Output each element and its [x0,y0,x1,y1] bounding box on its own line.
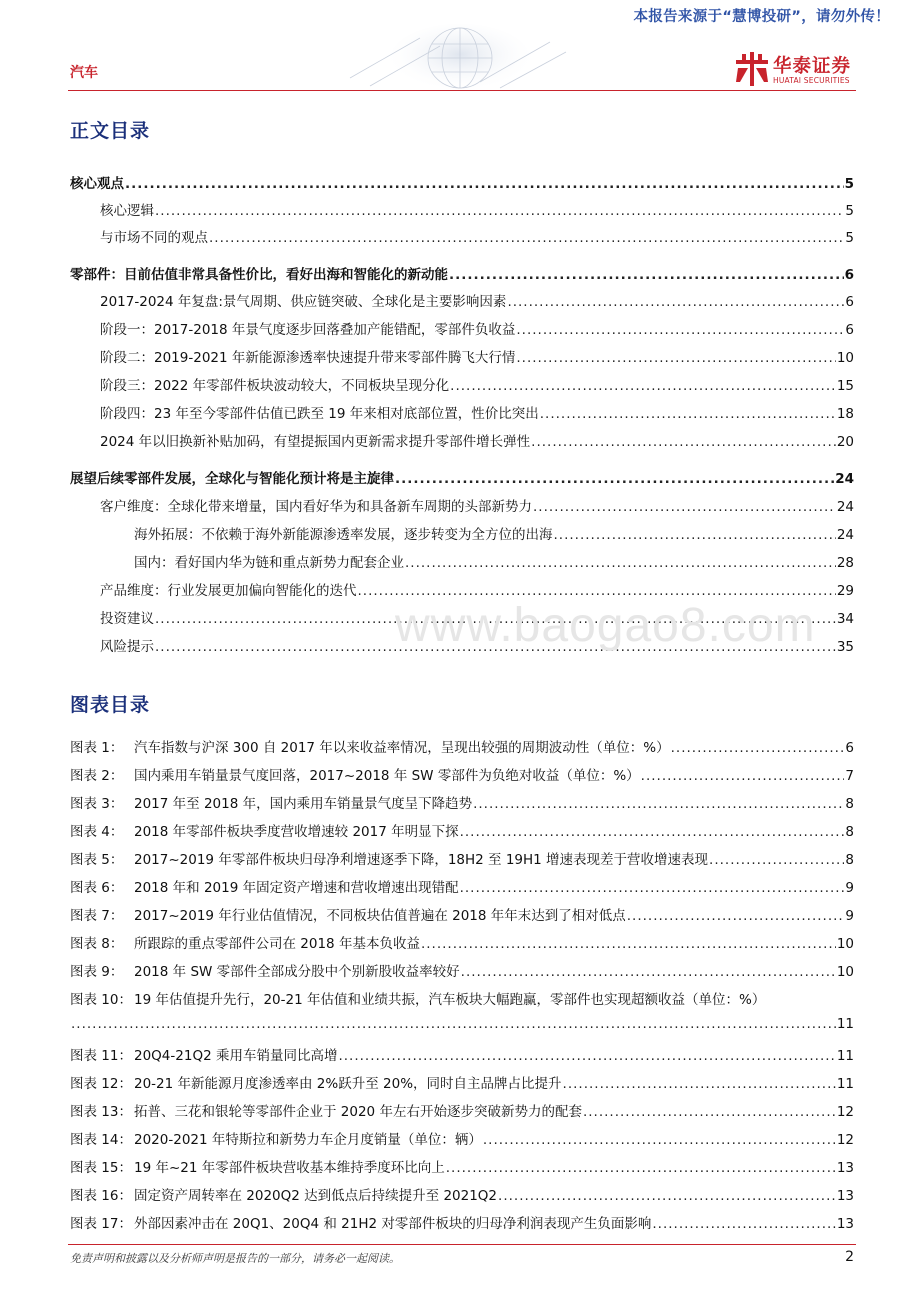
source-banner: 本报告来源于“慧博投研”，请勿外传！ [633,9,890,25]
figure-page: 13 [836,1216,854,1232]
toc-entry[interactable] [100,199,854,219]
figure-number: 图表 11： [70,1048,132,1064]
toc-entry[interactable] [100,579,854,599]
figure-label: 2017~2019 年零部件板块归母净利增速逐季下降，18H2 至 19H1 增速表现差于营收增速表现 [134,852,709,868]
toc-entry-page: 6 [845,294,854,310]
figure-page: 11 [836,1076,854,1092]
toc-entry[interactable] [70,467,854,487]
toc-entry-page: 5 [844,176,854,192]
toc-entry-page: 29 [836,583,854,599]
footer-disclaimer: 免责声明和披露以及分析师声明是报告的一部分，请务必一起阅读。 [70,1252,400,1265]
globe-graphic [330,18,570,90]
figure-label: 20Q4-21Q2 乘用车销量同比高增 [134,1048,338,1064]
figure-entry[interactable] [70,1044,854,1064]
toc-entry-page: 18 [836,406,854,422]
figure-entry[interactable] [70,988,854,1036]
figure-number: 图表 4： [70,824,124,840]
figure-entry[interactable] [70,792,854,812]
toc-entry-label: 核心逻辑 [100,203,154,219]
toc-title: 正文目录 [70,120,151,142]
figure-label: 所跟踪的重点零部件公司在 2018 年基本负收益 [134,936,420,952]
watermark: www.baogao8.com [395,599,816,652]
figure-page: 11 [836,1016,854,1032]
toc-entry-label: 阶段一：2017-2018 年景气度逐步回落叠加产能错配，零部件负收益 [100,322,516,338]
figure-page: 6 [845,740,854,756]
toc-entry-page: 24 [836,527,854,543]
figure-label: 外部因素冲击在 20Q1、20Q4 和 21H2 对零部件板块的归母净利润表现产生负面影响 [134,1216,652,1232]
figure-label: 2018 年和 2019 年固定资产增速和营收增速出现错配 [134,880,459,896]
figure-page: 8 [845,796,854,812]
figure-label: 拓普、三花和银轮等零部件企业于 2020 年左右开始逐步突破新势力的配套 [134,1104,582,1120]
toc-entry[interactable] [100,402,854,422]
figure-entry[interactable] [70,932,854,952]
figure-page: 12 [836,1104,854,1120]
huatai-logo-icon [736,52,768,86]
figure-number: 图表 5： [70,852,124,868]
figure-entry[interactable] [70,736,854,756]
figure-number: 图表 16： [70,1188,132,1204]
figure-number: 图表 6： [70,880,124,896]
figure-number: 图表 13： [70,1104,132,1120]
figure-number: 图表 1： [70,740,124,756]
figure-number: 图表 10： [70,992,132,1008]
figure-page: 8 [845,852,854,868]
toc-entry-label: 2024 年以旧换新补贴加码，有望提振国内更新需求提升零部件增长弹性 [100,434,531,450]
toc-entry-label: 零部件：目前估值非常具备性价比，看好出海和智能化的新动能 [70,267,448,283]
toc-entry[interactable] [70,172,854,192]
figure-page: 9 [845,880,854,896]
toc-entry-page: 15 [836,378,854,394]
toc-entry[interactable] [134,551,854,571]
figure-entry[interactable] [70,1184,854,1204]
toc-entry[interactable] [100,226,854,246]
figure-label: 国内乘用车销量景气度回落，2017~2018 年 SW 零部件为负绝对收益（单位：%） [134,768,640,784]
toc-entry[interactable] [100,290,854,310]
figure-page: 9 [845,908,854,924]
figure-entry[interactable] [70,848,854,868]
toc-entry[interactable] [100,374,854,394]
toc-entry[interactable] [100,346,854,366]
toc-entry[interactable] [70,263,854,283]
toc-entry-label: 阶段四：23 年至今零部件估值已跌至 19 年来相对底部位置，性价比突出 [100,406,539,422]
figure-page: 7 [845,768,854,784]
toc-entry-page: 24 [835,471,854,487]
figure-page: 11 [836,1048,854,1064]
figure-entry[interactable] [70,904,854,924]
footer-divider [68,1244,856,1245]
figure-entry[interactable] [70,1072,854,1092]
figure-number: 图表 2： [70,768,124,784]
figure-entry[interactable] [70,876,854,896]
figure-entry[interactable] [70,1128,854,1148]
header-divider [68,90,856,91]
toc-entry-page: 20 [836,434,854,450]
figure-label: 19 年~21 年零部件板块营收基本维持季度环比向上 [134,1160,445,1176]
toc-entry-page: 5 [845,230,854,246]
figure-entry[interactable] [70,1212,854,1232]
toc-entry-page: 34 [836,611,854,627]
figure-label: 2018 年零部件板块季度营收增速较 2017 年明显下探 [134,824,459,840]
toc-entry[interactable] [134,523,854,543]
logo-english-name: HUATAI SECURITIES [773,76,850,85]
toc-entry-label: 投资建议 [100,611,154,627]
figure-page: 10 [836,964,854,980]
figure-number: 图表 3： [70,796,124,812]
toc-entry-label: 海外拓展：不依赖于海外新能源渗透率发展，逐步转变为全方位的出海 [134,527,553,543]
toc-entry-label: 展望后续零部件发展，全球化与智能化预计将是主旋律 [70,471,394,487]
toc-entry-page: 28 [836,555,854,571]
figure-number: 图表 8： [70,936,124,952]
toc-entry-label: 客户维度：全球化带来增量，国内看好华为和具备新车周期的头部新势力 [100,499,532,515]
toc-entry-page: 6 [845,322,854,338]
toc-entry-label: 国内：看好国内华为链和重点新势力配套企业 [134,555,404,571]
figure-entry[interactable] [70,764,854,784]
toc-entry-page: 24 [836,499,854,515]
figure-number: 图表 14： [70,1132,132,1148]
logo-chinese-name: 华泰证券 [773,56,852,77]
figure-label: 20-21 年新能源月度渗透率由 2%跃升至 20%，同时自主品牌占比提升 [134,1076,562,1092]
toc-entry[interactable] [100,318,854,338]
page-number: 2 [845,1249,854,1265]
toc-entry[interactable] [100,495,854,515]
figure-entry[interactable] [70,1156,854,1176]
figure-label: 2020-2021 年特斯拉和新势力车企月度销量（单位：辆） [134,1132,482,1148]
figure-label: 2017 年至 2018 年，国内乘用车销量景气度呈下降趋势 [134,796,473,812]
figure-entry[interactable] [70,1100,854,1120]
toc-entry-label: 2017-2024 年复盘:景气周期、供应链突破、全球化是主要影响因素 [100,294,507,310]
figure-page: 12 [836,1132,854,1148]
toc-entry-label: 阶段二：2019-2021 年新能源渗透率快速提升带来零部件腾飞大行情 [100,350,516,366]
toc-entry-page: 35 [836,639,854,655]
figure-label: 固定资产周转率在 2020Q2 达到低点后持续提升至 2021Q2 [134,1188,498,1204]
toc-entry-label: 与市场不同的观点 [100,230,208,246]
figure-label: 汽车指数与沪深 300 自 2017 年以来收益率情况，呈现出较强的周期波动性（单位：%） [134,740,670,756]
figure-label: 2018 年 SW 零部件全部成分股中个别新股收益率较好 [134,964,460,980]
figure-number: 图表 15： [70,1160,132,1176]
toc-entry-page: 6 [844,267,854,283]
figure-entry[interactable] [70,820,854,840]
toc-entry-label: 核心观点 [70,176,124,192]
figure-number: 图表 12： [70,1076,132,1092]
toc-entry-page: 5 [845,203,854,219]
figure-page: 8 [845,824,854,840]
toc-entry-label: 阶段三：2022 年零部件板块波动较大，不同板块呈现分化 [100,378,450,394]
figure-number: 图表 9： [70,964,124,980]
figure-page: 13 [836,1160,854,1176]
toc-entry-label: 产品维度：行业发展更加偏向智能化的迭代 [100,583,357,599]
figure-page: 10 [836,936,854,952]
figure-label: 2017~2019 年行业估值情况，不同板块估值普遍在 2018 年年末达到了相对低点 [134,908,626,924]
figures-title: 图表目录 [70,694,151,716]
figure-page: 13 [836,1188,854,1204]
figure-label: 19 年估值提升先行，20-21 年估值和业绩共振，汽车板块大幅跑赢，零部件也实现超额收益（单位：%） [134,992,766,1008]
toc-entry-page: 10 [836,350,854,366]
header-sector: 汽车 [70,65,98,81]
figure-entry[interactable] [70,960,854,980]
figure-number: 图表 17： [70,1216,132,1232]
huatai-logo [736,52,856,86]
figure-number: 图表 7： [70,908,124,924]
toc-entry[interactable] [100,430,854,450]
toc-entry-label: 风险提示 [100,639,154,655]
